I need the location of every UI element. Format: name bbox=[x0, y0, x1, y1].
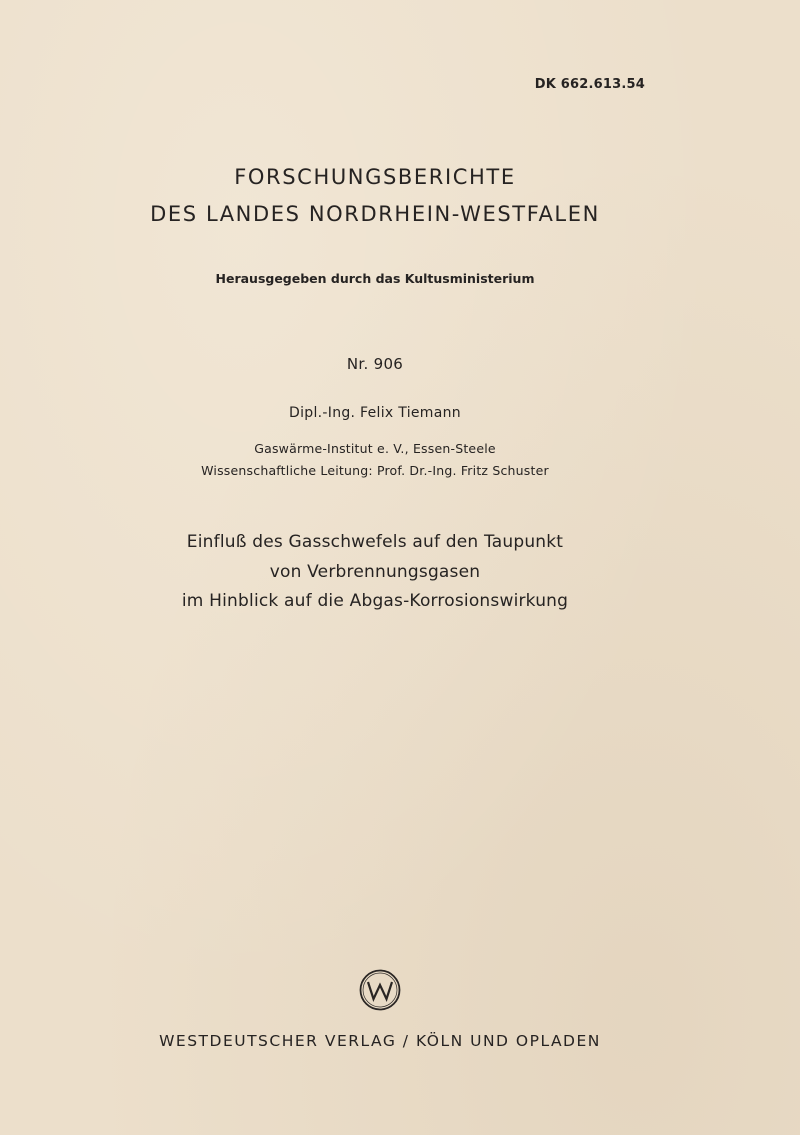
classification-number: DK 662.613.54 bbox=[534, 77, 645, 92]
report-title-line-3: im Hinblick auf die Abgas-Korrosionswirkung bbox=[181, 591, 569, 611]
scientific-lead: Wissenschaftliche Leitung: Prof. Dr.-Ing. Fritz Schuster bbox=[201, 463, 549, 478]
report-title-line-1: Einfluß des Gasschwefels auf den Taupunkt bbox=[186, 532, 564, 552]
publisher-imprint: WESTDEUTSCHER VERLAG / KÖLN UND OPLADEN bbox=[159, 1032, 601, 1050]
series-title-line-2: DES LANDES NORDRHEIN-WESTFALEN bbox=[150, 202, 600, 226]
publisher-w-logo-icon bbox=[358, 968, 402, 1012]
series-title-line-1: FORSCHUNGSBERICHTE bbox=[234, 165, 516, 189]
author-name: Dipl.-Ing. Felix Tiemann bbox=[289, 405, 461, 421]
report-number: Nr. 906 bbox=[346, 355, 404, 373]
author-institute: Gaswärme-Institut e. V., Essen-Steele bbox=[254, 441, 496, 456]
series-publisher-note: Herausgegeben durch das Kultusministerium bbox=[215, 271, 535, 286]
report-title-line-2: von Verbrennungsgasen bbox=[269, 562, 481, 582]
